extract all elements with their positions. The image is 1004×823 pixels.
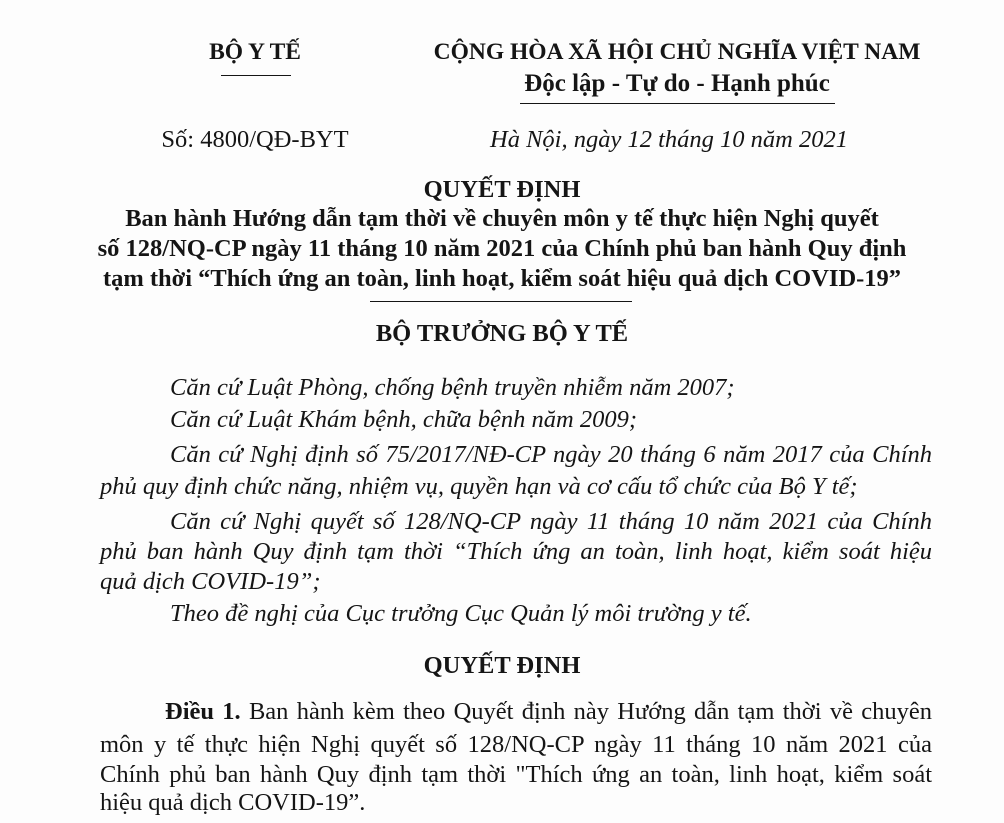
subject-line: tạm thời “Thích ứng an toàn, linh hoạt, kiểm soát hiệu quả dịch COVID-19” <box>102 265 902 292</box>
place-and-date: Hà Nội, ngày 12 tháng 10 năm 2021 <box>490 126 848 153</box>
legal-basis-line: Căn cứ Nghị quyết số 128/NQ-CP ngày 11 tháng 10 năm 2021 của Chính <box>170 508 932 535</box>
document-type-heading: QUYẾT ĐỊNH <box>423 176 581 203</box>
legal-basis-line: phủ ban hành Quy định tạm thời “Thích ứng an toàn, linh hoạt, kiểm soát hiệu <box>100 538 932 565</box>
legal-basis-line: Căn cứ Luật Phòng, chống bệnh truyền nhiễm năm 2007; <box>170 374 735 401</box>
legal-basis-line: phủ quy định chức năng, nhiệm vụ, quyền hạn và cơ cấu tổ chức của Bộ Y tế; <box>100 473 858 500</box>
issuing-agency: BỘ Y TẾ <box>209 39 301 65</box>
legal-basis-line: Căn cứ Luật Khám bệnh, chữa bệnh năm 2009; <box>170 406 638 433</box>
title-underline <box>370 301 632 302</box>
decision-heading: QUYẾT ĐỊNH <box>423 652 581 679</box>
national-motto: Độc lập - Tự do - Hạnh phúc <box>524 70 830 97</box>
article-1-line: môn y tế thực hiện Nghị quyết số 128/NQ-CP ngày 11 tháng 10 năm 2021 của <box>100 731 932 758</box>
agency-underline <box>221 75 291 76</box>
article-1-line: Chính phủ ban hành Quy định tạm thời "Thích ứng an toàn, linh hoạt, kiểm soát <box>100 761 932 788</box>
legal-basis-line: quả dịch COVID-19”; <box>100 568 321 595</box>
proposal-line: Theo đề nghị của Cục trưởng Cục Quản lý môi trường y tế. <box>170 600 752 627</box>
issuing-authority: BỘ TRƯỞNG BỘ Y TẾ <box>375 320 629 347</box>
legal-basis-line: Căn cứ Nghị định số 75/2017/NĐ-CP ngày 20 tháng 6 năm 2017 của Chính <box>170 441 932 468</box>
article-1-text: Ban hành kèm theo Quyết định này Hướng dẫn tạm thời về chuyên <box>248 698 932 725</box>
document-number: Số: 4800/QĐ-BYT <box>161 126 349 153</box>
subject-line: Ban hành Hướng dẫn tạm thời về chuyên môn y tế thực hiện Nghị quyết <box>125 205 879 232</box>
article-1-line <box>165 697 932 727</box>
country-name: CỘNG HÒA XÃ HỘI CHỦ NGHĨA VIỆT NAM <box>433 39 921 65</box>
article-1-line: hiệu quả dịch COVID-19”. <box>100 789 366 816</box>
article-1-label: Điều 1. <box>165 698 241 725</box>
motto-underline <box>520 103 835 104</box>
subject-line: số 128/NQ-CP ngày 11 tháng 10 năm 2021 của Chính phủ ban hành Quy định <box>97 235 907 262</box>
